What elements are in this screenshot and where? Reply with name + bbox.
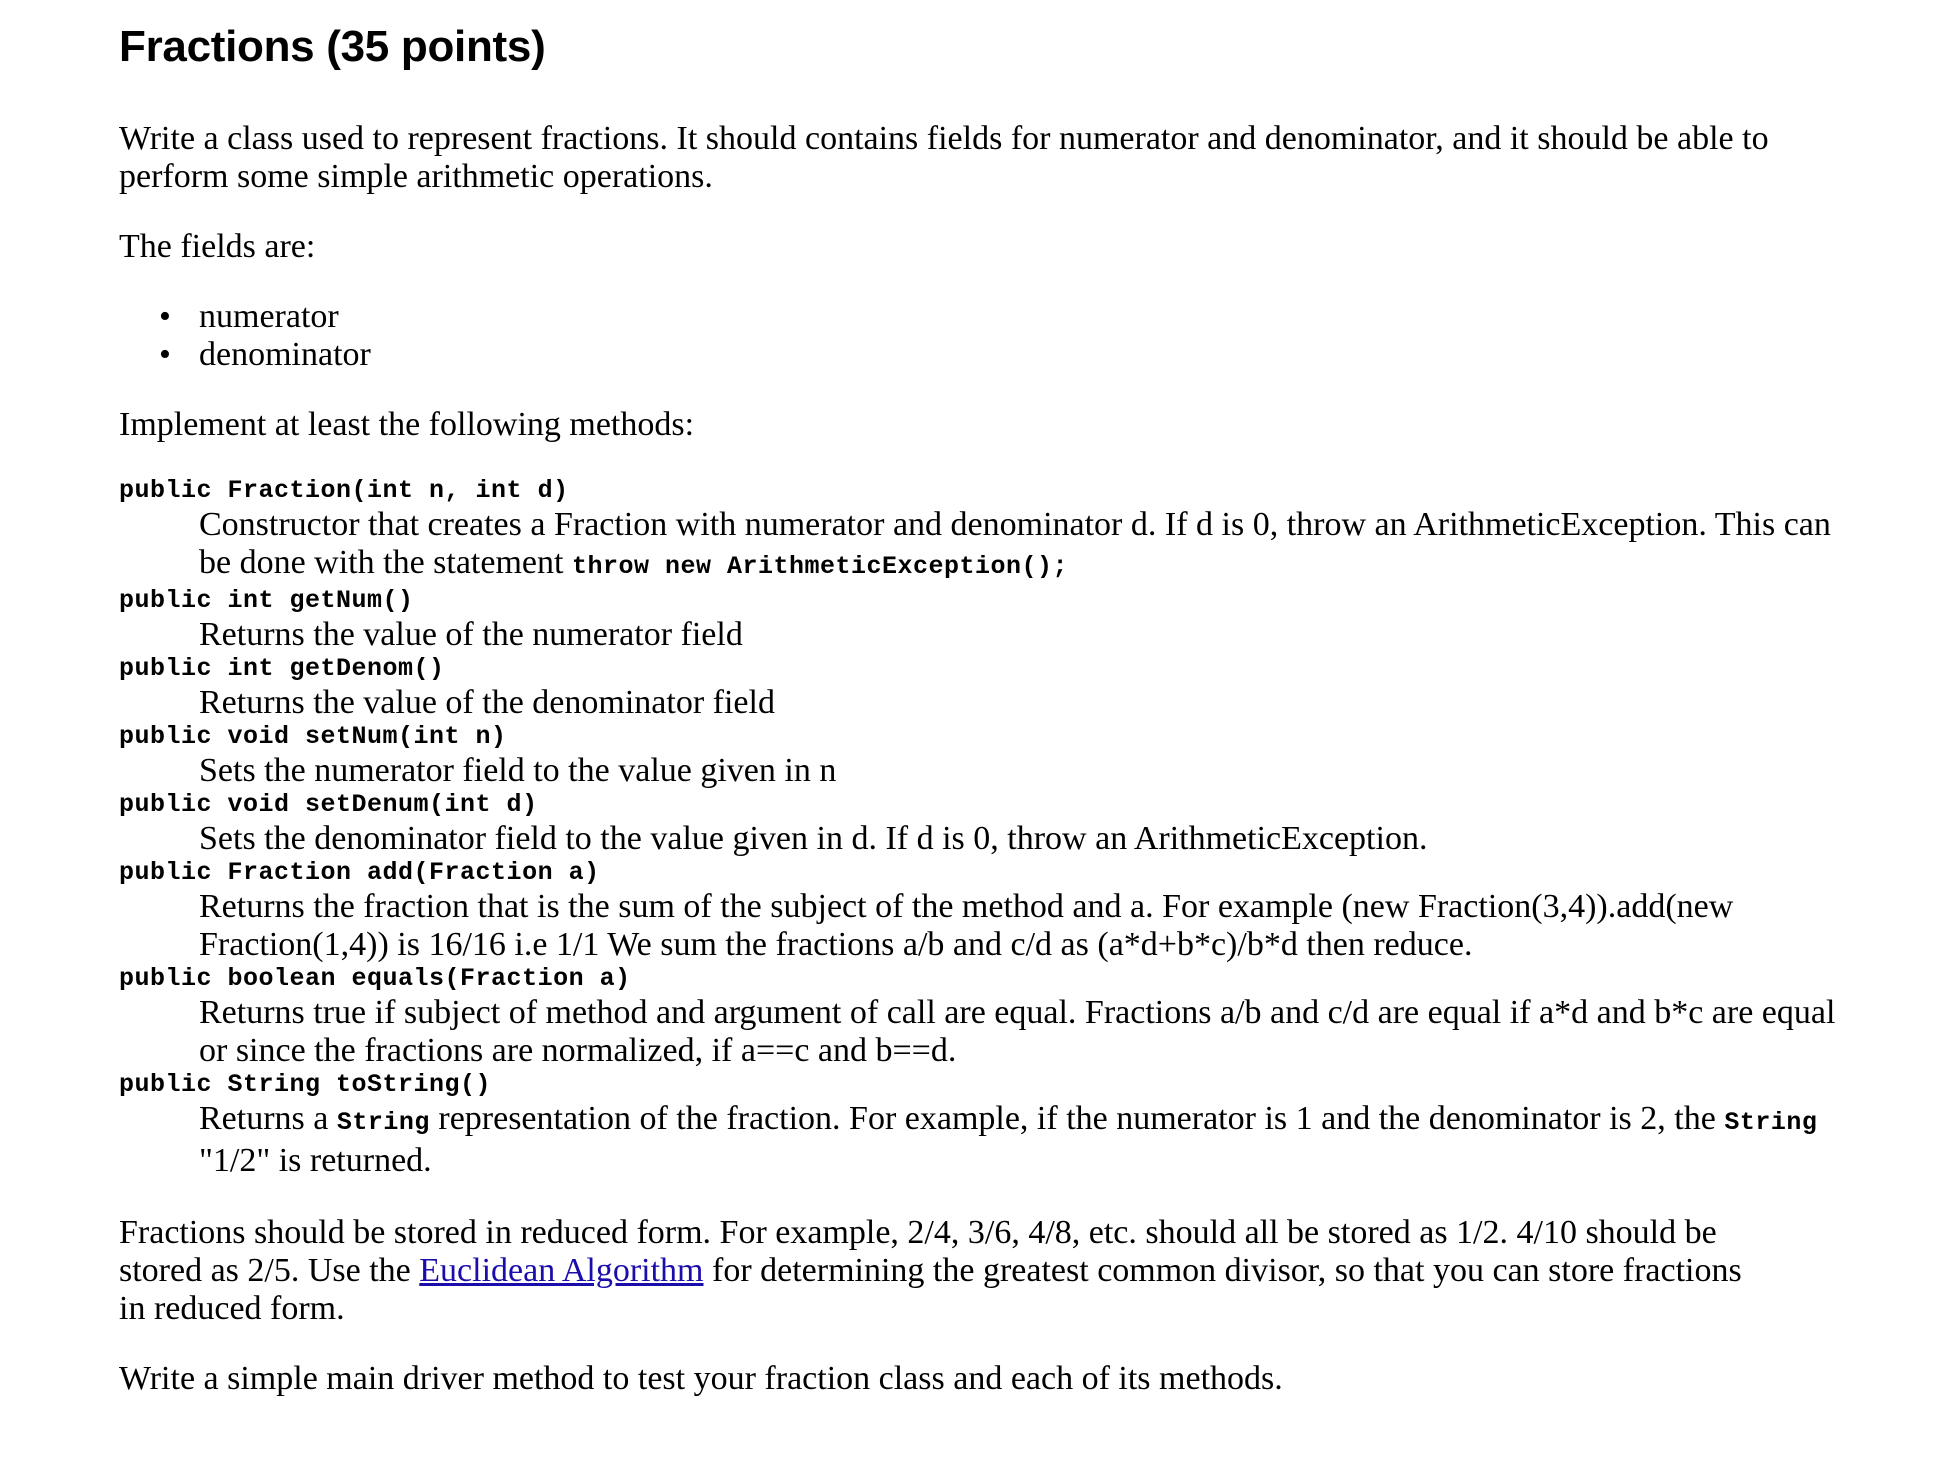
fields-list — [119, 298, 1859, 374]
page-title: Fractions (35 points) — [119, 22, 546, 71]
method-signature-getnum: public int getNum() — [119, 586, 414, 615]
method-description-add: Returns the fraction that is the sum of the subject of the method and a. For example (new Fraction(3,4)).add(new Fraction(1,4)) is 16/16 i.e 1/1 We sum the fractions a/b and c/d as (a*d+b*c)/b*d then reduce. — [199, 888, 1734, 963]
list-item — [159, 298, 1859, 336]
intro-paragraph: Write a class used to represent fractions. It should contains fields for numerator and denominator, and it should be able to perform some simple arithmetic operations. — [119, 120, 1769, 195]
method-signature-getdenom: public int getDenom() — [119, 654, 445, 683]
methods-list — [119, 476, 1859, 1180]
method-signature-constructor: public Fraction(int n, int d) — [119, 476, 569, 505]
list-item — [159, 336, 1859, 374]
methods-label: Implement at least the following methods: — [119, 406, 695, 443]
field-denominator: denominator — [199, 336, 371, 373]
driver-paragraph: Write a simple main driver method to test your fraction class and each of its methods. — [119, 1360, 1283, 1397]
method-description-text: "1/2" is returned. — [199, 1142, 432, 1179]
inline-code: throw new ArithmeticException(); — [571, 552, 1069, 581]
reduced-text-after: for determining the greatest common divisor, so that you can store fractions in reduced form. — [119, 1252, 1742, 1327]
method-description-setnum: Sets the numerator field to the value given in n — [199, 752, 837, 789]
bullet-icon: • — [159, 336, 171, 373]
bullet-icon: • — [159, 298, 171, 335]
method-description-text: Constructor that creates a Fraction with numerator and denominator d. If d is 0, throw an ArithmeticException. This can be done with the statement — [199, 506, 1831, 581]
fields-label: The fields are: — [119, 228, 316, 265]
page-content — [119, 0, 1859, 1398]
field-numerator: numerator — [199, 298, 339, 335]
inline-code: String — [1724, 1108, 1818, 1137]
method-signature-add: public Fraction add(Fraction a) — [119, 858, 600, 887]
method-description-text: Returns a — [199, 1100, 337, 1137]
method-signature-equals: public boolean equals(Fraction a) — [119, 964, 631, 993]
method-description-equals: Returns true if subject of method and argument of call are equal. Fractions a/b and c/d are equal if a*d and b*c are equal or since the fractions are normalized, if a==c and b==d. — [199, 994, 1836, 1069]
method-description-tostring — [199, 1100, 1839, 1180]
method-description-getnum: Returns the value of the numerator field — [199, 616, 743, 653]
euclidean-algorithm-link[interactable]: Euclidean Algorithm — [419, 1252, 704, 1289]
reduced-text-before: Fractions should be stored in reduced form. For example, 2/4, 3/6, 4/8, etc. should all be stored as 1/2. 4/10 should be stored as 2/5. Use the — [119, 1214, 1717, 1289]
method-description-getdenom: Returns the value of the denominator field — [199, 684, 775, 721]
reduced-form-paragraph — [119, 1214, 1749, 1328]
method-signature-setdenum: public void setDenum(int d) — [119, 790, 538, 819]
inline-code: String — [336, 1108, 430, 1137]
method-description-setdenum: Sets the denominator field to the value given in d. If d is 0, throw an ArithmeticException. — [199, 820, 1428, 857]
method-description-constructor — [199, 506, 1839, 586]
method-description-text: representation of the fraction. For example, if the numerator is 1 and the denominator is 2, the — [429, 1100, 1725, 1137]
method-signature-setnum: public void setNum(int n) — [119, 722, 507, 751]
method-signature-tostring: public String toString() — [119, 1070, 492, 1099]
